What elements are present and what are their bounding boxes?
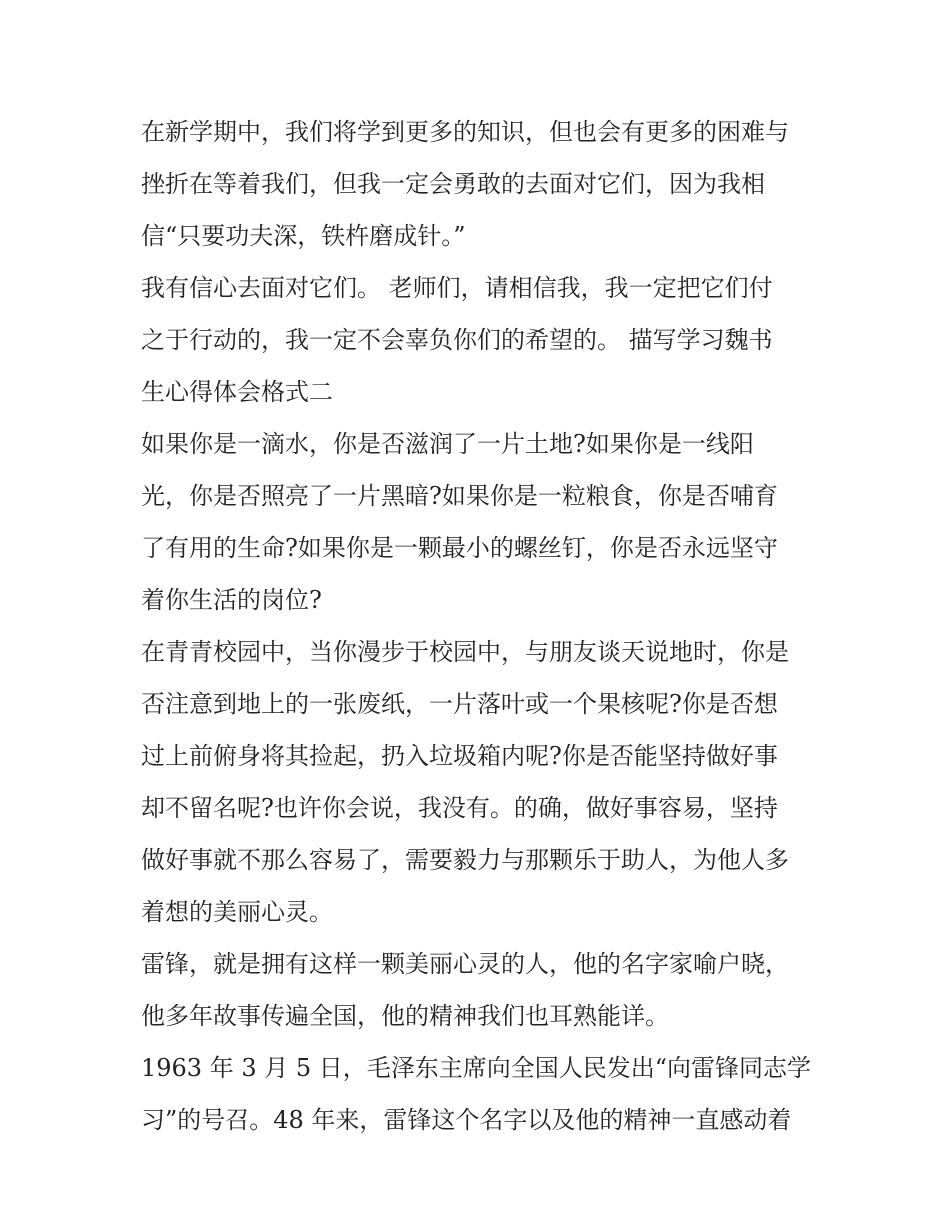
text-line: 他多年故事传遍全国，他的精神我们也耳熟能详。 <box>141 1002 669 1030</box>
text-line: 却不留名呢?也许你会说，我没有。的确，做好事容易，坚持 <box>141 794 778 822</box>
text-line: 在新学期中，我们将学到更多的知识，但也会有更多的困难与 <box>141 118 789 146</box>
text-line: 信“只要功夫深，铁杵磨成针。” <box>141 222 466 250</box>
text-line: 如果你是一滴水，你是否滋润了一片土地?如果你是一线阳 <box>141 430 754 458</box>
text-line: 着想的美丽心灵。 <box>141 898 333 926</box>
text-line: 过上前俯身将其捡起，扔入垃圾箱内呢?你是否能坚持做好事 <box>141 742 778 770</box>
section-heading-line: 生心得体会格式二 <box>141 378 333 406</box>
document-body <box>141 106 821 1146</box>
text-line: 做好事就不那么容易了，需要毅力与那颗乐于助人，为他人多 <box>141 846 789 874</box>
text-line: 挫折在等着我们，但我一定会勇敢的去面对它们，因为我相 <box>141 170 765 198</box>
text-line: 了有用的生命?如果你是一颗最小的螺丝钉，你是否永远坚守 <box>141 534 778 562</box>
text-line: 之于行动的，我一定不会辜负你们的希望的。 描写学习魏书 <box>141 326 773 354</box>
text-line: 我有信心去面对它们。 老师们，请相信我，我一定把它们付 <box>141 274 773 302</box>
text-line: 雷锋，就是拥有这样一颗美丽心灵的人，他的名字家喻户晓， <box>141 950 789 978</box>
text-line: 在青青校园中，当你漫步于校园中，与朋友谈天说地时，你是 <box>141 638 789 666</box>
text-line: 光，你是否照亮了一片黑暗?如果你是一粒粮食，你是否哺育 <box>141 482 778 510</box>
text-line: 1963 年 3 月 5 日，毛泽东主席向全国人民发出“向雷锋同志学 <box>141 1054 812 1082</box>
text-line: 习”的号召。48 年来，雷锋这个名字以及他的精神一直感动着 <box>141 1106 792 1134</box>
text-line: 否注意到地上的一张废纸，一片落叶或一个果核呢?你是否想 <box>141 690 778 718</box>
text-line: 着你生活的岗位? <box>141 586 322 614</box>
